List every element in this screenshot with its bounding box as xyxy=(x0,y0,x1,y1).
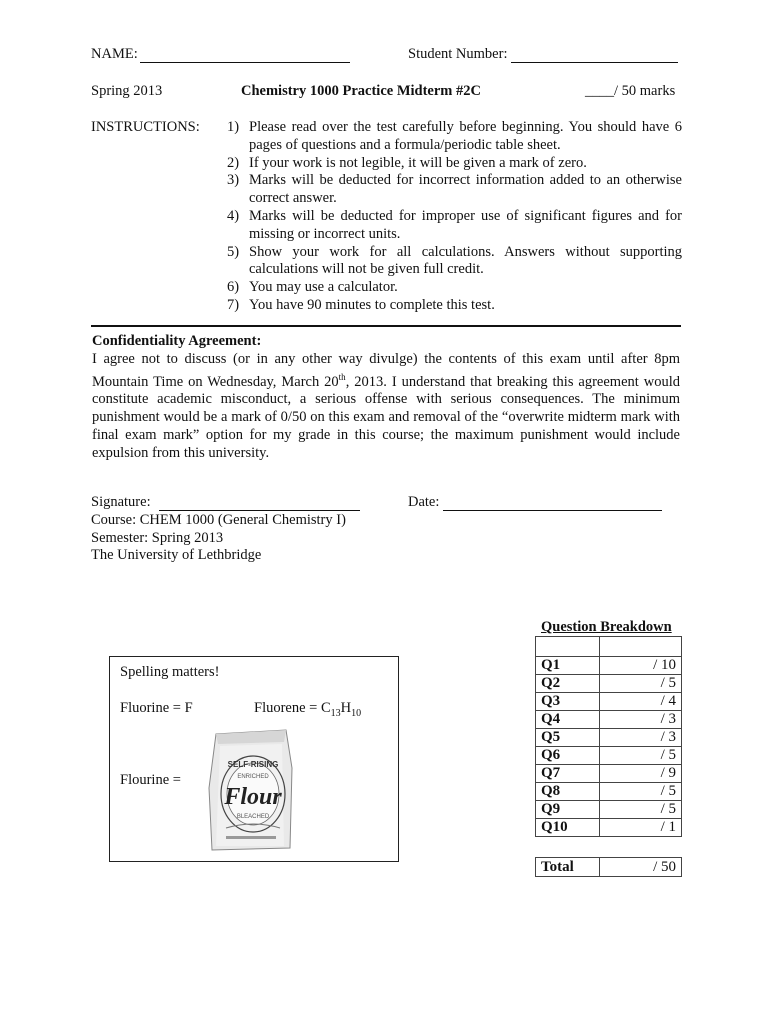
equals-sign: = xyxy=(309,700,318,716)
marks-cell: / 5 xyxy=(600,783,682,801)
question-cell: Q3 xyxy=(536,693,600,711)
section-divider xyxy=(91,325,681,327)
bag-self-rising-text: SELF-RISING xyxy=(227,760,279,769)
fluorine-line xyxy=(120,700,193,717)
total-row xyxy=(536,858,682,877)
semester-info: Semester: Spring 2013 xyxy=(91,530,224,546)
term-label: Spring 2013 xyxy=(91,83,163,99)
question-cell: Q1 xyxy=(536,657,600,675)
table-row xyxy=(536,711,682,729)
question-cell: Q7 xyxy=(536,765,600,783)
student-number-field[interactable] xyxy=(511,46,678,63)
signature-label: Signature: xyxy=(91,494,151,510)
instruction-text: You may use a calculator. xyxy=(249,279,398,296)
instruction-text: Please read over the test carefully before beginning. You should have 6 pages of questions and a formula/periodic table sheet. xyxy=(249,119,682,153)
student-number-label: Student Number: xyxy=(408,46,508,62)
instruction-item xyxy=(227,279,682,297)
instruction-text: If your work is not legible, it will be given a mark of zero. xyxy=(249,154,587,171)
equals-sign: = xyxy=(172,772,181,788)
question-breakdown-title: Question Breakdown xyxy=(541,619,672,635)
bag-flour-text: Flour xyxy=(224,784,282,810)
marks-cell: / 4 xyxy=(600,693,682,711)
instruction-item xyxy=(227,244,682,280)
name-label: NAME: xyxy=(91,46,138,62)
instruction-item xyxy=(227,155,682,173)
question-cell: Q4 xyxy=(536,711,600,729)
marks-score xyxy=(585,83,675,100)
name-field[interactable] xyxy=(140,46,350,63)
marks-cell: / 1 xyxy=(600,819,682,837)
flour-bag-image xyxy=(206,728,296,852)
question-cell: Q8 xyxy=(536,783,600,801)
flourine-label: Flourine xyxy=(120,772,170,788)
table-row xyxy=(536,765,682,783)
table-row xyxy=(536,657,682,675)
flourine-line xyxy=(120,772,181,789)
table-row xyxy=(536,819,682,837)
instruction-number: 7) xyxy=(227,296,240,313)
fluorene-line xyxy=(254,700,361,719)
table-row xyxy=(536,637,682,657)
table-row xyxy=(536,675,682,693)
instruction-item xyxy=(227,172,682,208)
confidentiality-text xyxy=(92,351,680,463)
fluorine-symbol: F xyxy=(184,700,193,716)
marks-cell: / 5 xyxy=(600,801,682,819)
table-row xyxy=(536,729,682,747)
table-cell xyxy=(536,637,600,657)
hydrogen-subscript: 10 xyxy=(351,707,362,719)
confidentiality-text-part2: , 2013. I understand that breaking this agreement would constitute academic misconduct, a serious offense with serious consequences. The minimum punishment would be a mark of 0/50 on this exam and removal of the “overwrite midterm mark with final exam mark” option for my grade in this course; the maximum punishment would include expulsion from this university. xyxy=(92,373,680,461)
table-cell xyxy=(600,637,682,657)
marks-cell: / 5 xyxy=(600,675,682,693)
signature-field[interactable] xyxy=(159,494,360,511)
total-marks: / 50 xyxy=(600,858,682,877)
instruction-number: 5) xyxy=(227,243,240,260)
question-cell: Q6 xyxy=(536,747,600,765)
instruction-text: Show your work for all calculations. Answers without supporting calculations will not be given full credit. xyxy=(249,243,682,278)
superscript-th: th xyxy=(338,371,346,382)
confidentiality-heading: Confidentiality Agreement: xyxy=(92,333,262,349)
instruction-number: 2) xyxy=(227,154,240,171)
spelling-heading: Spelling matters! xyxy=(120,664,220,680)
instruction-item xyxy=(227,297,682,315)
table-row xyxy=(536,693,682,711)
date-field[interactable] xyxy=(443,494,662,511)
marks-cell: / 10 xyxy=(600,657,682,675)
course-info: Course: CHEM 1000 (General Chemistry I) xyxy=(91,512,346,528)
instruction-number: 3) xyxy=(227,172,240,189)
table-row xyxy=(536,783,682,801)
hydrogen-symbol: H xyxy=(340,700,352,716)
equals-sign: = xyxy=(172,700,181,716)
carbon-symbol: C xyxy=(320,700,331,716)
question-cell: Q2 xyxy=(536,675,600,693)
university-name: The University of Lethbridge xyxy=(91,547,262,563)
instruction-item xyxy=(227,119,682,155)
question-breakdown-table xyxy=(535,636,682,837)
fluorene-formula xyxy=(320,700,362,719)
page-title: Chemistry 1000 Practice Midterm #2C xyxy=(241,83,481,99)
marks-cell: / 5 xyxy=(600,747,682,765)
instructions-list xyxy=(227,119,682,315)
marks-blank[interactable]: ____ xyxy=(585,83,614,99)
total-label: Total xyxy=(536,858,600,877)
marks-cell: / 3 xyxy=(600,729,682,747)
confidentiality-text-part1: I agree not to discuss (or in any other way divulge) the contents of this exam until after 8pm Mountain Time on Wednesday, March 20 xyxy=(92,351,680,390)
carbon-subscript: 13 xyxy=(330,707,341,719)
table-row xyxy=(536,747,682,765)
marks-total: / 50 marks xyxy=(614,83,676,99)
date-label: Date: xyxy=(408,494,440,510)
table-row xyxy=(536,801,682,819)
bag-enriched-text: ENRICHED xyxy=(237,774,269,780)
instruction-text: Marks will be deducted for improper use of significant figures and for missing or incorrect units. xyxy=(249,207,682,242)
fluorene-label: Fluorene xyxy=(254,700,306,716)
fluorine-label: Fluorine xyxy=(120,700,170,716)
bag-bleached-text: BLEACHED xyxy=(236,814,270,820)
instruction-text: You have 90 minutes to complete this test. xyxy=(249,296,495,313)
instruction-text: Marks will be deducted for incorrect information added to an otherwise correct answer. xyxy=(249,172,682,207)
marks-cell: / 3 xyxy=(600,711,682,729)
question-cell: Q10 xyxy=(536,819,600,837)
question-cell: Q5 xyxy=(536,729,600,747)
total-table xyxy=(535,857,682,877)
marks-cell: / 9 xyxy=(600,765,682,783)
question-cell: Q9 xyxy=(536,801,600,819)
instruction-item xyxy=(227,208,682,244)
instruction-number: 1) xyxy=(227,119,240,135)
instruction-number: 6) xyxy=(227,279,240,296)
instruction-number: 4) xyxy=(227,207,240,224)
instructions-label: INSTRUCTIONS: xyxy=(91,119,200,135)
